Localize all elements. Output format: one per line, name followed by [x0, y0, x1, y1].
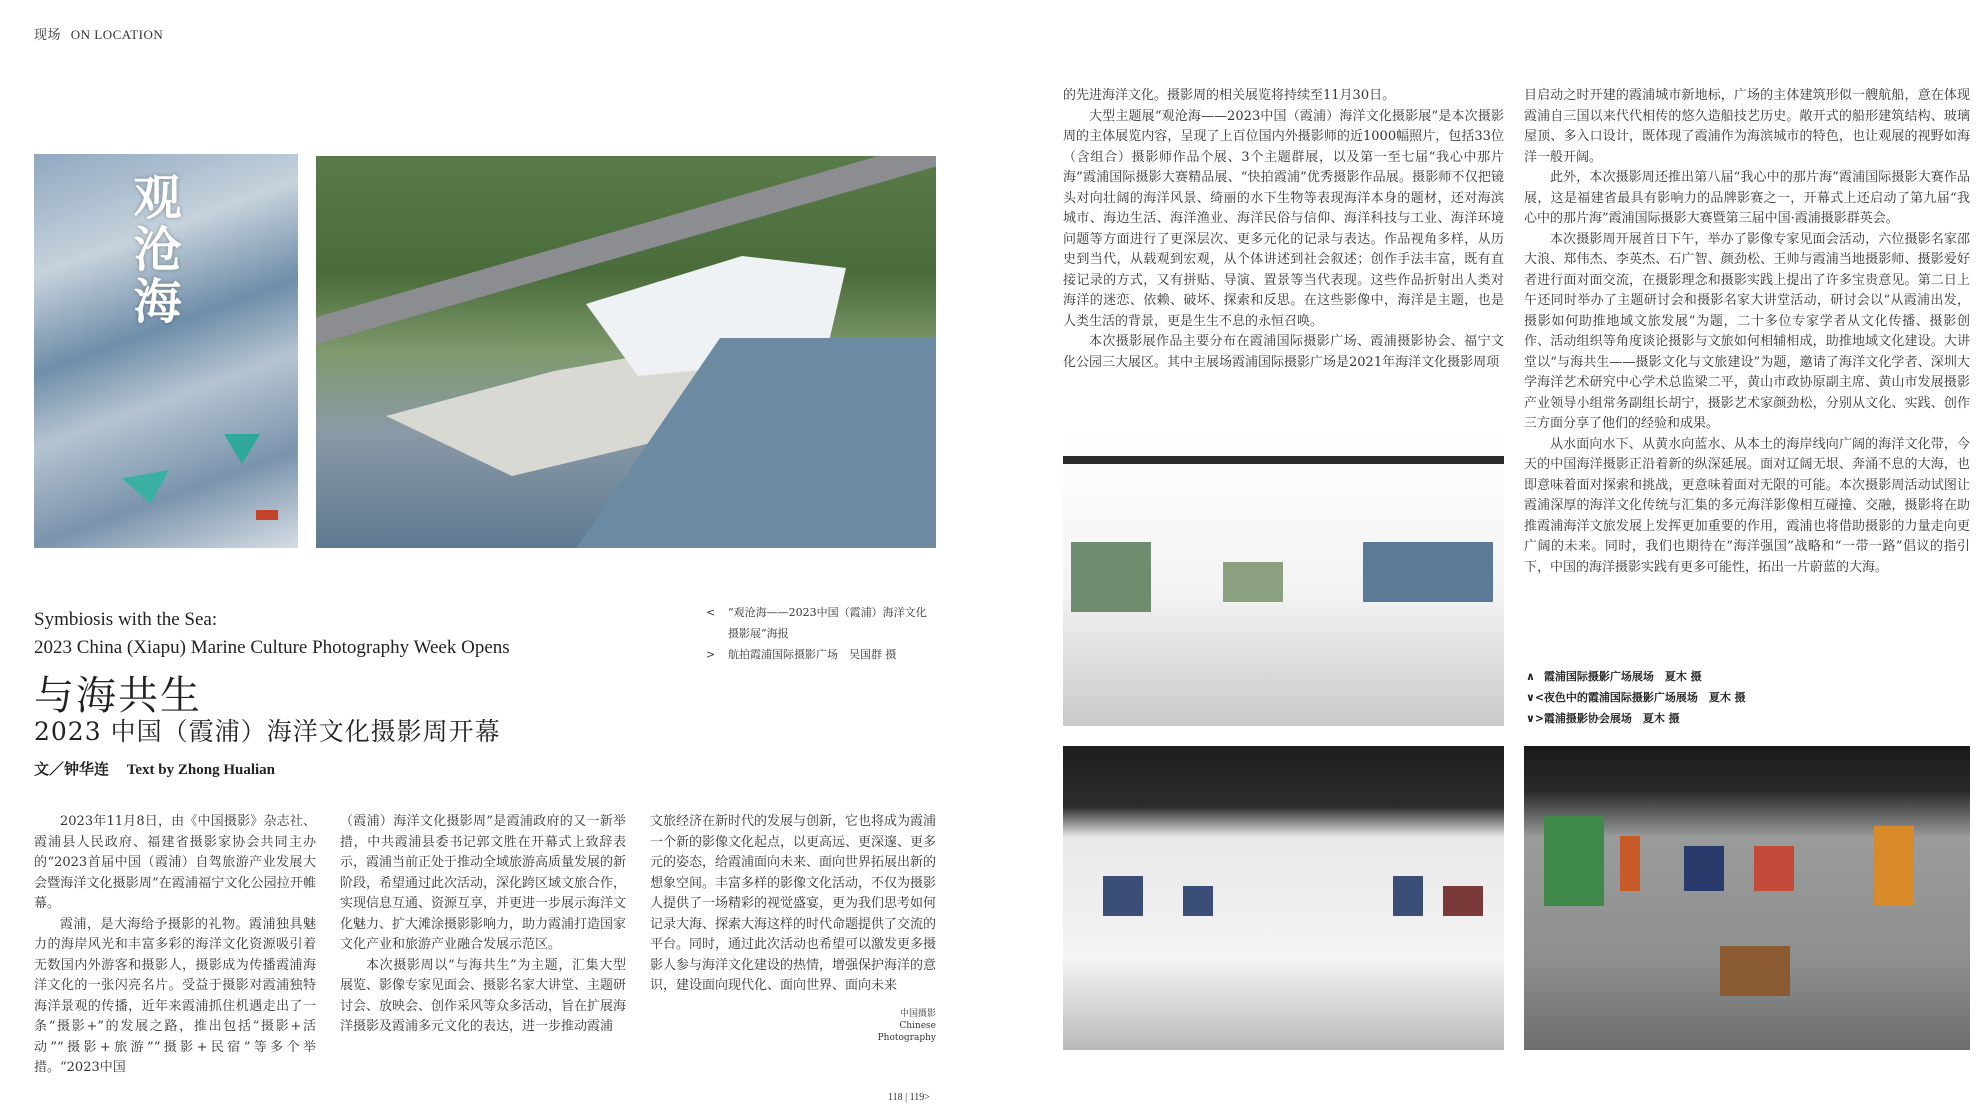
caption-text: 夜色中的霞浦国际摄影广场展场 夏木 摄 [1543, 691, 1746, 704]
caption-arrow: > [706, 648, 716, 661]
caption-item [706, 602, 936, 644]
paragraph: 2023年11月8日，由《中国摄影》杂志社、霞浦县人民政府、福建省摄影家协会共同主办的“2023首届中国（霞浦）自驾旅游产业发展大会暨海洋文化摄影周”在霞浦福宁文化公园拉开帷幕。 [34, 814, 316, 911]
exhibit-panel [1103, 876, 1143, 916]
paragraph: 此外，本次摄影周还推出第八届“我心中的那片海”霞浦国际摄影大赛作品展，这是福建省最具有影响力的品牌影赛之一，开幕式上还启动了第九届“我心中的那片海”霞浦国际摄影大赛暨第三届中国·霞浦摄影群英会。 [1524, 170, 1970, 226]
exhibit-panel [1223, 562, 1283, 602]
body-column-3 [650, 812, 936, 997]
exhibit-panel [1443, 886, 1483, 916]
magazine-name-cn: 中国摄影 [899, 1009, 936, 1019]
paragraph: （霞浦）海洋文化摄影周”是霞浦政府的又一新举措，中共霞浦县委书记郭文胜在开幕式上致辞表示，霞浦当前正处于推动全域旅游高质量发展的新阶段，希望通过此次活动，深化跨区域文旅合作，实现信息互通、资源互享，并更进一步展示海洋文化魅力、扩大滩涂摄影影响力，助力霞浦打造国家文化产业和旅游产业融合发展示范区。 [340, 814, 627, 952]
byline-en: Text by Zhong Hualian [126, 762, 276, 778]
chinese-title: 与海共生 [34, 673, 202, 719]
paragraph: 文旅经济在新时代的发展与创新，它也将成为霞浦一个新的影像文化起点，以更高远、更深邃、更多元的姿态，给霞浦面向未来、面向世界拓展出新的想象空间。丰富多样的影像文化活动，不仅为摄影人提供了一场精彩的视觉盛宴，更为我们思考如何记录大海、探索大海这样的时代命题提供了交流的平台。同时，通过此次活动也希望可以激发更多摄影人参与海洋文化建设的热情，增强保护海洋的意识，建设面向现代化、面向世界、面向未来 [650, 814, 937, 993]
caption-arrow: ∨< [1526, 691, 1545, 704]
paragraph: 本次摄影周开展首日下午，举办了影像专家见面会活动，六位摄影名家邵大浪、郑伟杰、李英杰、石广智、颜劲松、王帅与霞浦当地摄影师、摄影爱好者进行面对面交流，在摄影理念和摄影实践上提出了许多宝贵意见。第二日上午还同时举办了主题研讨会和摄影名家大讲堂活动，研讨会以“从霞浦出发，摄影如何助推地域文旅发展”为题，二十多位专家学者从文化传播、摄影创作、活动组织等角度谈论摄影与文旅如何相辅相成，助推地域文化建设。大讲堂以“与海共生——摄影文化与文旅建设”为题，邀请了海洋文化学者、深圳大学海洋艺术研究中心学术总监梁二平，黄山市政协原副主席、黄山市发展摄影产业领导小组常务副组长胡宁，摄影艺术家颜劲松，分别从文化、实践、创作三方面分享了他们的经验和成果。 [1524, 231, 1970, 431]
plaza-exhibition-photo [1063, 432, 1504, 726]
roof-beam-shape [1063, 456, 1504, 464]
paragraph: 本次摄影周以“与海共生”为主题，汇集大型展览、影像专家见面会、摄影名家大讲堂、主题研讨会、放映会、创作采风等众多活动，旨在扩展海洋摄影及霞浦多元文化的表达，进一步推动霞浦 [340, 957, 627, 1034]
section-label: 现场 [34, 27, 62, 42]
body-column-4 [1063, 86, 1504, 373]
paragraph: 本次摄影展作品主要分布在霞浦国际摄影广场、霞浦摄影协会、福宁文化公园三大展区。其中主展场霞浦国际摄影广场是2021年海洋文化摄影周项 [1063, 334, 1504, 370]
caption-item [1526, 687, 1746, 708]
bench-shape [1720, 946, 1790, 996]
paragraph: 的先进海洋文化。摄影周的相关展览将持续至11月30日。 [1063, 88, 1396, 103]
artwork [1684, 846, 1724, 891]
magazine-name-en-2: Photography [877, 1033, 936, 1043]
poster-title: 观沧海 [125, 172, 181, 328]
magazine-name-en-1: Chinese [899, 1021, 936, 1031]
caption-item [1526, 666, 1746, 687]
left-photo-captions [706, 602, 936, 665]
paragraph: 霞浦，是大海给予摄影的礼物。霞浦独具魅力的海岸风光和丰富多彩的海洋文化资源吸引着无数国内外游客和摄影人，摄影成为传播霞浦海洋文化的一张闪亮名片。受益于摄影对霞浦独特海洋景观的传播，近年来霞浦抓住机遇走出了一条“摄影+”的发展之路，推出包括“摄影+活动”“摄影+旅游”“摄影+民宿”等多个举措。“2023中国 [34, 916, 316, 1075]
byline-cn: 文／钟华连 [34, 762, 110, 778]
byline [34, 758, 289, 779]
caption-arrow: ∧ [1526, 670, 1535, 683]
exhibit-panel [1393, 876, 1423, 916]
section-label-en: ON LOCATION [70, 27, 164, 42]
english-title-line1: Symbiosis with the Sea: [34, 609, 218, 630]
exhibit-panel [1071, 542, 1151, 612]
poster-kite-shape [122, 470, 174, 508]
page-numbers: 118 | 119> [888, 1092, 930, 1103]
caption-arrow: ∨> [1526, 712, 1545, 725]
body-column-1 [34, 812, 316, 1079]
exhibition-poster-image [34, 154, 298, 548]
aerial-plaza-photo [316, 156, 936, 548]
poster-kite-shape [224, 434, 260, 464]
exhibit-panel [1363, 542, 1493, 602]
right-photo-captions [1526, 666, 1746, 729]
exhibit-panel [1183, 886, 1213, 916]
artwork [1620, 836, 1640, 891]
caption-item [1526, 708, 1746, 729]
body-column-2 [340, 812, 626, 1038]
magazine-logo [870, 1008, 936, 1044]
section-header [34, 24, 163, 43]
paragraph: 目启动之时开建的霞浦城市新地标，广场的主体建筑形似一艘航船，意在体现霞浦自三国以来代代相传的悠久造船技艺历史。敞开式的船形建筑结构、玻璃屋顶、多入口设计，既体现了霞浦作为海滨城市的特色，也让观展的视野如海洋一般开阔。 [1524, 88, 1970, 165]
caption-text: 航拍霞浦国际摄影广场 吴国群 摄 [728, 648, 897, 661]
artwork [1754, 846, 1794, 891]
artwork [1544, 816, 1604, 906]
caption-text: 霞浦国际摄影广场展场 夏木 摄 [1543, 670, 1702, 683]
poster-logo-mark [256, 510, 278, 520]
photography-association-exhibition-photo [1524, 746, 1970, 1050]
caption-item [706, 644, 936, 665]
caption-text: “观沧海——2023中国（霞浦）海洋文化摄影展”海报 [728, 606, 927, 640]
paragraph: 大型主题展“观沧海——2023中国（霞浦）海洋文化摄影展”是本次摄影周的主体展览内容，呈现了上百位国内外摄影师的近1000幅照片，包括33位（含组合）摄影师作品个展、3个主题群展，以及第一至七届“我心中那片海”霞浦国际摄影大赛精品展、“快拍霞浦”优秀摄影作品展。摄影师不仅把镜头对向壮阔的海洋风景、绮丽的水下生物等表现海洋本身的题材，还对海滨城市、海边生活、海洋渔业、海洋民俗与信仰、海洋科技与工业、海洋环境问题等方面进行了更深层次、更多元化的记录与表达。作品视角多样，从历史到当代，从载观到宏观，从个体讲述到社会叙述；创作手法丰富，既有直接记录的方式，又有拼贴、导演、置景等当代表现。这些作品折射出人类对海洋的迷恋、依赖、破坏、探索和反思。在这些影像中，海洋是主题，也是人类生活的背景，更是生生不息的永恒召唤。 [1063, 108, 1504, 329]
english-title-line2: 2023 China (Xiapu) Marine Culture Photography Week Opens [34, 637, 510, 658]
caption-arrow: < [706, 606, 716, 619]
english-title [34, 606, 510, 662]
body-column-5 [1524, 86, 1970, 578]
caption-text: 霞浦摄影协会展场 夏木 摄 [1543, 712, 1680, 725]
paragraph: 从水面向水下、从黄水向蓝水、从本土的海岸线向广阔的海洋文化带，今天的中国海洋摄影正沿着新的纵深延展。面对辽阔无垠、奔涌不息的大海，也即意味着面对探索和挑战，更意味着面对无限的可能。本次摄影周活动试图让霞浦深厚的海洋文化传统与汇集的多元海洋影像相互碰撞、交融，摄影将在助推霞浦海洋文旅发展上发挥更加重要的作用，霞浦也将借助摄影的力量走向更广阔的未来。同时，我们也期待在“海洋强国”战略和“一带一路”倡议的指引下，中国的海洋摄影实践有更多可能性，拓出一片蔚蓝的大海。 [1524, 436, 1970, 575]
artwork [1874, 826, 1914, 906]
chinese-subtitle: 2023 中国（霞浦）海洋文化摄影周开幕 [34, 717, 501, 746]
night-plaza-exhibition-photo [1063, 746, 1504, 1050]
